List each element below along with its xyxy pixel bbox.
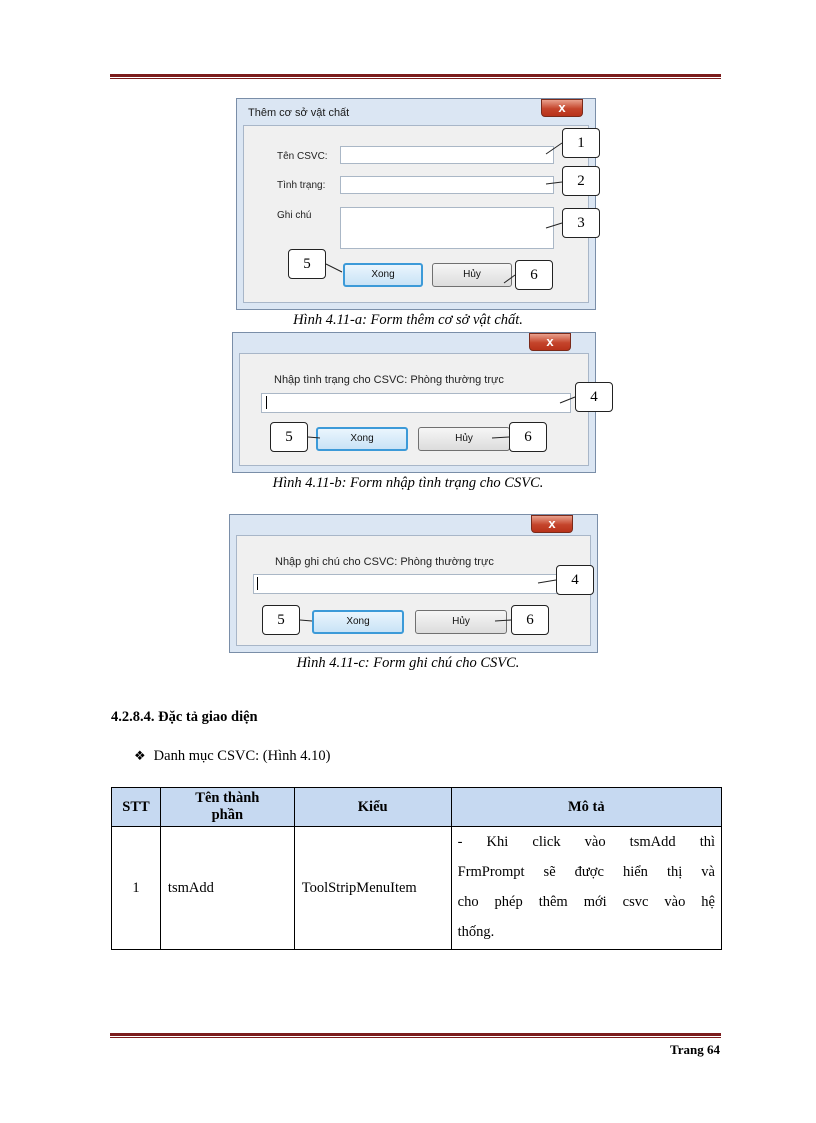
table-header-row — [112, 788, 722, 827]
caption-b: Hình 4.11-b: Form nhập tình trạng cho CSVC. — [272, 475, 544, 491]
page-number: Trang 64 — [670, 1042, 720, 1057]
callout-5: 5 — [270, 422, 308, 452]
footer-rule — [110, 1033, 721, 1038]
prompt-label: Nhập tình trạng cho CSVC: Phòng thường trực — [274, 374, 504, 386]
ok-button[interactable]: Xong — [343, 263, 423, 287]
cancel-button[interactable]: Hủy — [432, 263, 512, 287]
dialog-title: Thêm cơ sở vật chất — [248, 107, 350, 119]
cancel-button[interactable]: Hủy — [418, 427, 510, 451]
ok-button[interactable]: Xong — [312, 610, 404, 634]
spec-table — [111, 787, 722, 950]
cell-name: tsmAdd — [160, 827, 294, 950]
prompt-label: Nhập ghi chú cho CSVC: Phòng thường trực — [275, 556, 494, 568]
header-desc: Mô tả — [451, 788, 721, 827]
close-button[interactable]: x — [529, 333, 571, 351]
callout-5: 5 — [262, 605, 300, 635]
ok-button[interactable]: Xong — [316, 427, 408, 451]
section-heading: 4.2.8.4. Đặc tả giao diện — [111, 709, 258, 725]
cell-type: ToolStripMenuItem — [294, 827, 451, 950]
callout-4: 4 — [575, 382, 613, 412]
callout-1: 1 — [562, 128, 600, 158]
cell-stt: 1 — [112, 827, 161, 950]
bullet-diamond-icon: ❖ — [134, 749, 146, 764]
callout-3: 3 — [562, 208, 600, 238]
header-name: Tên thành phần — [160, 788, 294, 827]
name-label: Tên CSVC: — [277, 151, 328, 162]
bullet-item — [134, 748, 330, 765]
callout-5: 5 — [288, 249, 326, 279]
cancel-button[interactable]: Hủy — [415, 610, 507, 634]
header-stt: STT — [112, 788, 161, 827]
cell-desc — [451, 827, 721, 950]
status-label: Tình trạng: — [277, 180, 326, 191]
callout-2: 2 — [562, 166, 600, 196]
callout-6: 6 — [511, 605, 549, 635]
table-row — [112, 827, 722, 950]
close-button[interactable]: x — [541, 99, 583, 117]
callout-6: 6 — [515, 260, 553, 290]
note-label: Ghi chú — [277, 210, 312, 221]
bullet-text: Danh mục CSVC: (Hình 4.10) — [153, 748, 331, 764]
callout-4: 4 — [556, 565, 594, 595]
callout-6: 6 — [509, 422, 547, 452]
description-text: - Khi click vào tsmAdd thì FrmPrompt sẽ được hiển thị và cho phép thêm mới csvc vào hệ thống. — [457, 834, 715, 940]
caption-a: Hình 4.11-a: Form thêm cơ sở vật chất. — [293, 312, 523, 328]
caption-c: Hình 4.11-c: Form ghi chú cho CSVC. — [296, 655, 520, 671]
close-button[interactable]: x — [531, 515, 573, 533]
header-type: Kiểu — [294, 788, 451, 827]
